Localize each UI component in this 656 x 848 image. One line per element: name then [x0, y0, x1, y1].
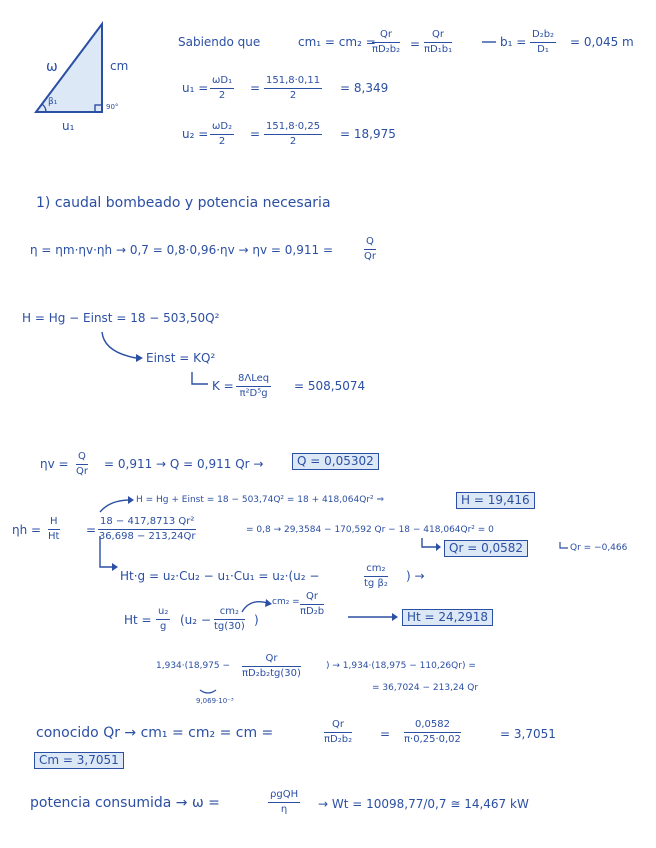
- fraction-eh-values: $\frac{\text{18 − 417,8713 Qr²}}{36,698 - 213,24Qr}$: [98, 516, 196, 542]
- b1-lhs: b₁ =: [500, 35, 527, 49]
- calc-under: 9,069·10⁻³: [196, 697, 234, 705]
- ht-result-box: Ht = 24,2918: [402, 609, 493, 626]
- cm-result-box: Cm = 3,7051: [34, 752, 124, 769]
- h-top-equation: H = Hg + Einst = 18 − 503,74Q² = 18 + 418,064Qr² ⇒: [136, 495, 385, 505]
- h-result-box: H = 19,416: [456, 492, 535, 509]
- cm2-arrow: [242, 602, 268, 612]
- fraction-u2: $\frac{\text{ωD₂}}{2}$: [212, 121, 233, 147]
- fraction-u2-values: $\frac{151,8\cdot 0,25}{2}$: [266, 121, 321, 147]
- intro-text: Sabiendo que: [178, 35, 261, 49]
- calc-result: = 36,7024 − 213,24 Qr: [372, 683, 479, 693]
- fraction-k: 8ΛLeq π²D⁵g: [238, 373, 270, 399]
- fraction-u1: $\frac{\text{ωD₁}}{2}$: [212, 75, 233, 101]
- u1-lhs: u₁ =: [182, 81, 209, 95]
- conocido-value: = 3,7051: [500, 727, 556, 741]
- ht-lhs: Ht =: [124, 613, 152, 627]
- u1-value: = 8,349: [340, 81, 389, 95]
- triangle-angle-label: β₁: [48, 97, 58, 107]
- fraction-conocido-values: $\frac{0,0582}{\pi\cdot 0,25\cdot 0,02}$: [404, 719, 461, 745]
- u2-value: = 18,975: [340, 127, 396, 141]
- triangle-hyp-label: ω: [46, 59, 58, 75]
- conocido-line: conocido Qr → cm₁ = cm₂ = cm =: [36, 725, 274, 741]
- eh-lhs: ηh =: [12, 523, 42, 537]
- fraction-cm2-tg30: $\frac{\text{cm₂}}{tg(30)}$: [214, 606, 245, 632]
- eh-rest: = 0,8 → 29,3584 − 170,592 Qr − 18 − 418,064Qr² = 0: [246, 525, 494, 535]
- triangle-right-angle-label: 90°: [106, 103, 119, 111]
- fraction-qr-d1b1: $\frac{Qr}{\text{πD₁b₁}}$: [424, 29, 453, 55]
- calc-right: ) → 1,934·(18,975 − 110,26Qr) =: [326, 661, 476, 671]
- qr-arrow: [422, 538, 438, 547]
- b1-value: = 0,045 m: [570, 35, 634, 49]
- u2-lhs: u₂ =: [182, 127, 209, 141]
- fraction-cm2: $\frac{Qr}{\text{πD₂b}}$: [300, 591, 325, 617]
- fraction-u2-g: $\frac{\text{u₂}}{g}$: [158, 606, 169, 632]
- fraction-h-ht: $\frac{H}{Ht}$: [48, 516, 60, 542]
- eta-equation: η = ηm·ηv·ηh → 0,7 = 0,8·0,96·ηv → ηv = 0,911 =: [30, 243, 334, 257]
- triangle-side-label: cm: [110, 59, 129, 73]
- calc-left: 1,934·(18,975 −: [156, 661, 231, 671]
- ht-mid: (u₂ −: [180, 613, 211, 627]
- qr-alt: Qr = −0,466: [570, 543, 628, 553]
- cm-lhs: cm₁ = cm₂ =: [298, 35, 376, 49]
- fraction-ev: $\frac{Q}{Qr}$: [76, 451, 88, 477]
- ev-rest: = 0,911 → Q = 0,911 Qr →: [104, 457, 264, 471]
- fraction-eta: $\frac{Q}{Qr}$: [364, 236, 376, 262]
- cm2-lhs: cm₂ =: [272, 597, 300, 607]
- k-value: = 508,5074: [294, 379, 366, 393]
- h-arrow: [100, 500, 130, 512]
- potencia-rest: → Wt = 10098,77/0,7 ≅ 14,467 kW: [318, 797, 529, 811]
- fraction-potencia: ρgQH η: [270, 789, 299, 815]
- fraction-u1-values: $\frac{151,8\cdot 0,11}{2}$: [266, 75, 321, 101]
- ev-lhs: ηv =: [40, 457, 69, 471]
- h-equation: H = Hg − Einst = 18 − 503,50Q²: [22, 311, 220, 325]
- k-lhs: K =: [212, 379, 234, 393]
- potencia-line: potencia consumida → ω =: [30, 795, 220, 811]
- triangle-base-label: u₁: [62, 119, 75, 133]
- k-arrow: [192, 372, 208, 384]
- q-result-box: Q = 0,05302: [292, 453, 379, 470]
- ht-g-equation: Ht·g = u₂·Cu₂ − u₁·Cu₁ = u₂·(u₂ −: [120, 569, 320, 583]
- section-heading: 1) caudal bombeado y potencia necesaria: [36, 195, 331, 211]
- fraction-qr-d2b2: $\frac{Qr}{\text{πD₂b₂}}$: [372, 29, 401, 55]
- fraction-cm2-tgb2: $\frac{\text{cm₂}}{\text{tg β₂}}$: [364, 563, 388, 589]
- qr-result-box: Qr = 0,0582: [444, 540, 528, 557]
- einst-equation: Einst = KQ²: [146, 351, 216, 365]
- fraction-conocido: $\frac{Qr}{\text{πD₂b₂}}$: [324, 719, 353, 745]
- fraction-calc: $\frac{Qr}{\text{πD₂b₂tg(30)}}$: [242, 653, 301, 679]
- einst-arrow: [102, 332, 136, 358]
- fraction-b1: $\frac{\text{D₂b₂}}{\text{D₁}}$: [532, 29, 555, 55]
